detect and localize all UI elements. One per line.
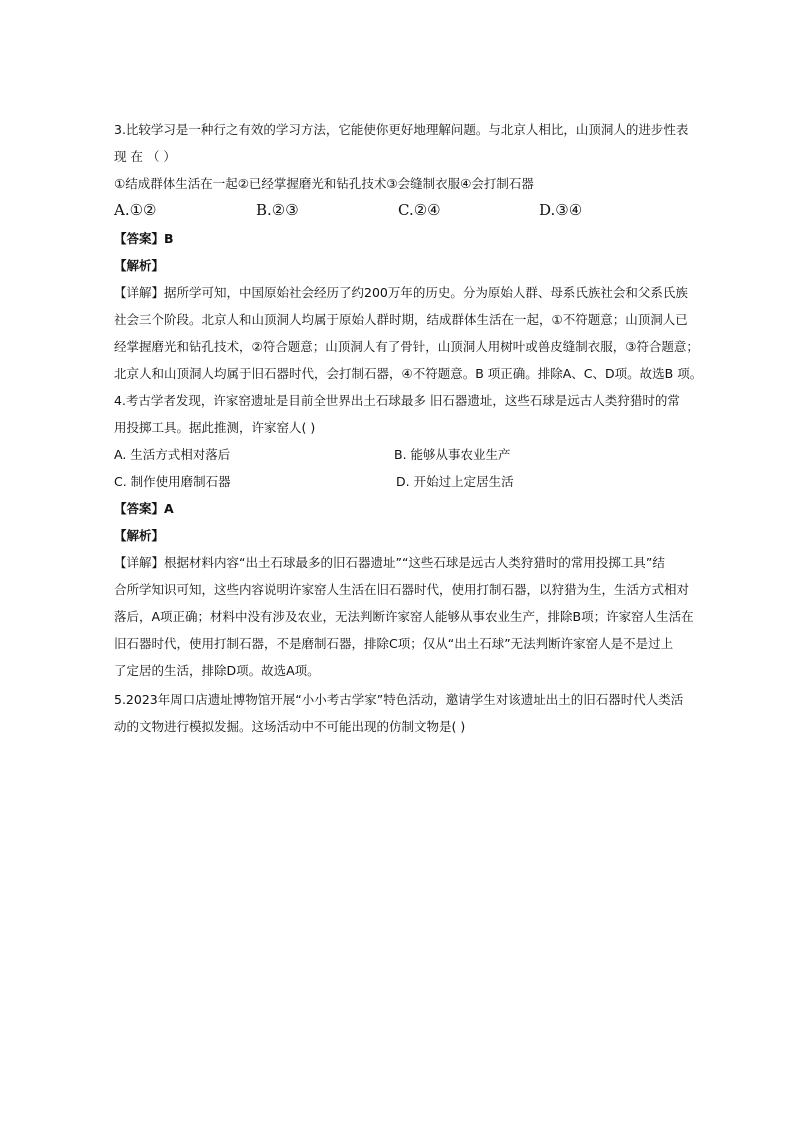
q3-answer: 【答案】B [114,231,174,246]
q4-detail-line2: 合所学知识可知，这些内容说明许家窑人生活在旧石器时代，使用打制石器，以狩猎为生，生活方式相对 [114,582,690,597]
q4-analysis-label: 【解析】 [114,528,165,543]
q4-detail-line4: 旧石器时代，使用打制石器，不是磨制石器，排除C项；仅从“出土石球”无法判断许家窑人是不是过上 [114,636,674,651]
q3-option-b: B.②③ [256,201,299,219]
q4-answer: 【答案】A [114,501,174,516]
q4-stem-line1: 4.考古学者发现，许家窑遗址是目前全世界出土石球最多 旧石器遗址，这些石球是远古人类狩猎时的常 [114,393,680,408]
q4-option-d: D. 开始过上定居生活 [396,474,514,489]
q4-stem-line2: 用投掷工具。据此推测，许家窑人( ) [114,420,316,435]
q4-option-b: B. 能够从事农业生产 [394,447,511,462]
q4-detail-line1: 【详解】根据材料内容“出土石球最多的旧石器遗址”“这些石球是远古人类狩猎时的常用投掷工具”结 [114,555,665,570]
q4-detail-line3: 落后，A项正确；材料中没有涉及农业，无法判断许家窑人能够从事农业生产，排除B项；许家窑人生活在 [114,609,694,624]
q5-stem-line2: 动的文物进行模拟发掘。这场活动中不可能出现的仿制文物是( ) [114,719,466,734]
q3-option-d: D.③④ [539,201,583,219]
q4-option-a: A. 生活方式相对落后 [114,447,231,462]
q3-option-c: C.②④ [398,201,441,219]
q3-detail-line1: 【详解】据所学可知，中国原始社会经历了约200万年的历史。分为原始人群、母系氏族社会和父系氏族 [114,285,688,300]
q3-items: ①结成群体生活在一起②已经掌握磨光和钻孔技术③会缝制衣服④会打制石器 [114,176,534,191]
q4-option-c: C. 制作使用磨制石器 [114,474,231,489]
q3-options [114,198,694,222]
q4-detail-line5: 了定居的生活，排除D项。故选A项。 [114,663,320,678]
q3-option-a: A.①② [114,201,157,219]
q3-stem-line2: 现 在 （ ） [114,149,176,164]
q3-detail-line2: 社会三个阶段。北京人和山顶洞人均属于原始人群时期，结成群体生活在一起，①不符题意；山顶洞人已 [114,312,688,327]
q3-detail-line4: 北京人和山顶洞人均属于旧石器时代，会打制石器，④不符题意。B 项正确。排除A、C、D项。故选B 项。 [114,366,703,381]
q3-analysis-label: 【解析】 [114,258,165,273]
q5-stem-line1: 5.2023年周口店遗址博物馆开展“小小考古学家”特色活动，邀请学生对该遗址出土的旧石器时代人类活 [114,692,684,707]
q3-detail-line3: 经掌握磨光和钻孔技术，②符合题意；山顶洞人有了骨针，山顶洞人用树叶或兽皮缝制衣服，③符合题意； [114,339,699,354]
q3-stem-line1: 3.比较学习是一种行之有效的学习方法，它能使你更好地理解问题。与北京人相比，山顶洞人的进步性表 [114,122,689,137]
